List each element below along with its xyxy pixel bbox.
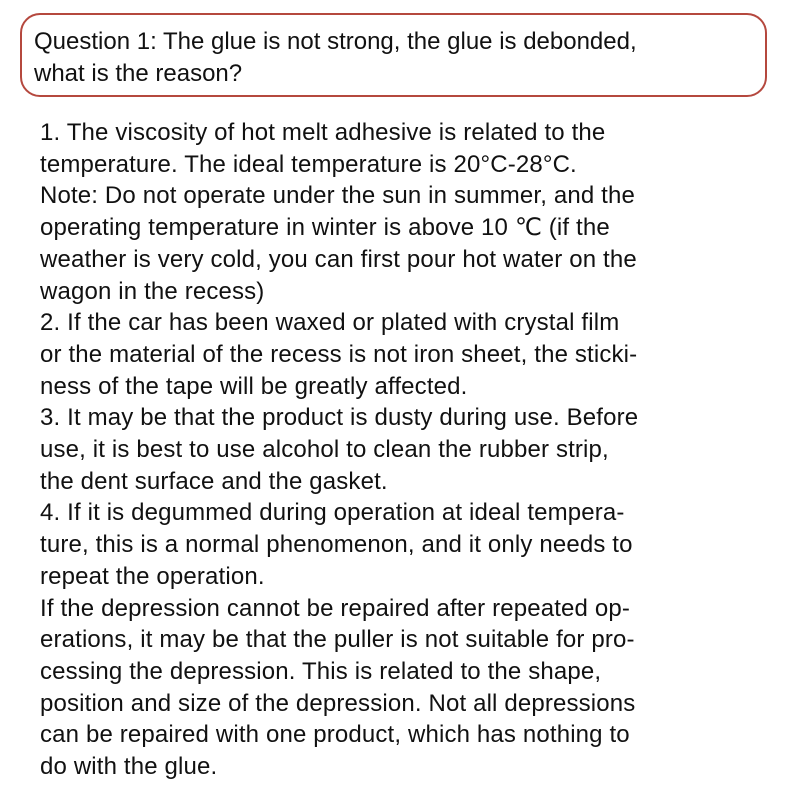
answer-line: Note: Do not operate under the sun in summer, and the <box>40 182 635 210</box>
answer-line: the dent surface and the gasket. <box>40 467 388 495</box>
answer-text <box>40 117 785 783</box>
answer-line: ture, this is a normal phenomenon, and it only needs to <box>40 531 633 559</box>
question-heading <box>34 26 757 90</box>
answer-line: position and size of the depression. Not all depressions <box>40 689 636 717</box>
question-box <box>20 13 767 97</box>
answer-line: ness of the tape will be greatly affected. <box>40 372 468 400</box>
question-line: Question 1: The glue is not strong, the glue is debonded, <box>34 28 637 55</box>
answer-line: If the depression cannot be repaired after repeated op- <box>40 594 630 622</box>
answer-line: temperature. The ideal temperature is 20°C-28°C. <box>40 150 577 178</box>
answer-line: repeat the operation. <box>40 562 265 590</box>
answer-line: do with the glue. <box>40 753 218 781</box>
answer-line: operating temperature in winter is above 10 ℃ (if the <box>40 214 610 242</box>
answer-line: wagon in the recess) <box>40 277 265 305</box>
answer-line: cessing the depression. This is related to the shape, <box>40 657 602 685</box>
answer-line: 1. The viscosity of hot melt adhesive is related to the <box>40 119 606 146</box>
answer-line: or the material of the recess is not iron sheet, the sticki- <box>40 340 638 368</box>
answer-line: erations, it may be that the puller is not suitable for pro- <box>40 626 635 654</box>
answer-line: use, it is best to use alcohol to clean the rubber strip, <box>40 436 609 464</box>
answer-line: 3. It may be that the product is dusty during use. Before <box>40 404 639 432</box>
answer-line: 2. If the car has been waxed or plated with crystal film <box>40 309 620 337</box>
question-line: what is the reason? <box>34 60 243 87</box>
answer-line: can be repaired with one product, which has nothing to <box>40 721 630 749</box>
answer-line: weather is very cold, you can first pour hot water on the <box>40 245 637 273</box>
answer-line: 4. If it is degummed during operation at ideal tempera- <box>40 499 625 527</box>
